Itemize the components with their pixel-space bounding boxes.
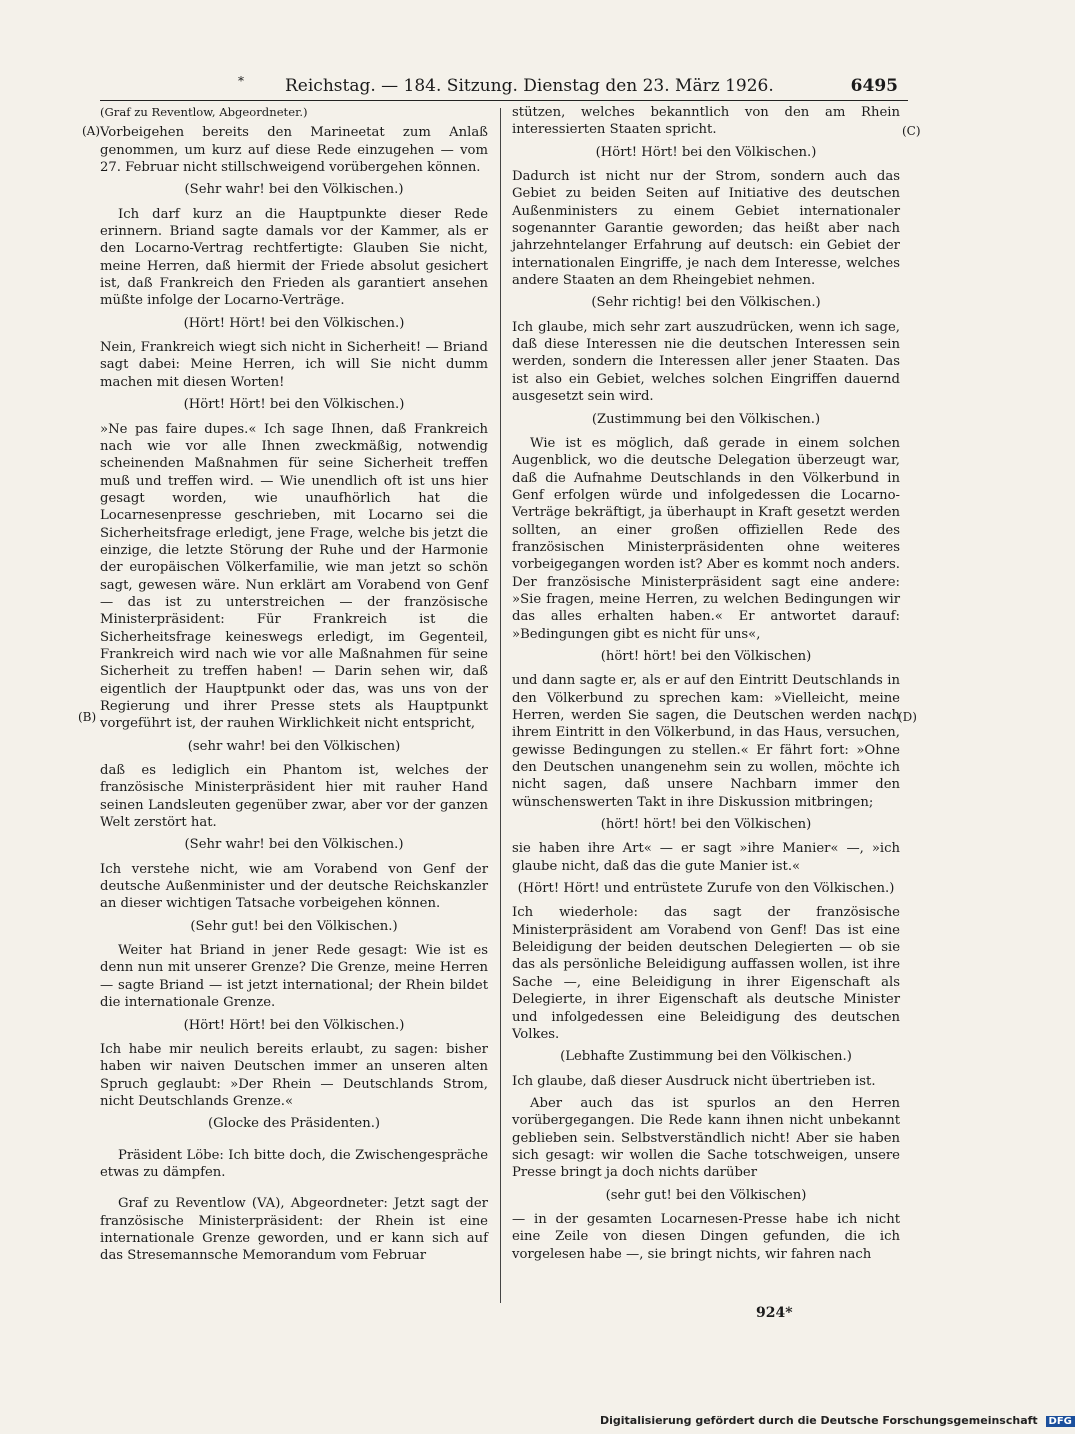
interjection: (Lebhafte Zustimmung bei den Völkischen.) [560, 1049, 852, 1065]
paragraph: stützen, welches bekanntlich von den am Rhein interessierten Staaten spricht. [512, 105, 900, 138]
page-number: 6495 [850, 76, 898, 96]
interjection: (Sehr wahr! bei den Völkischen.) [184, 837, 404, 853]
header-rule [100, 100, 908, 101]
paragraph: Graf zu Reventlow (VA), Abgeordneter: Jetzt sagt der französische Ministerpräsident: der Rhein ist eine internationale Grenze geworden, und er kann sich auf das Stresemannsche Memorandum vom Februar [100, 1196, 488, 1264]
margin-mark-c: (C) [902, 124, 921, 138]
paragraph: sie haben ihre Art« — er sagt »ihre Manier« —, »ich glaube nicht, daß das die gute Manier ist.« [512, 841, 900, 874]
paragraph: Wie ist es möglich, daß gerade in einem solchen Augenblick, wo die deutsche Delegation überzeugt war, daß die Aufnahme Deutschlands in den Völkerbund in Genf erfolgen würde und infolgedessen die Locarno-Verträge bekräftigt, ja überhaupt in Kraft gesetzt werden sollten, an einer großen offiziellen Rede des französischen Ministerpräsidenten ohne weiteres vorbeigegangen worden ist? Aber es kommt noch anders. Der französische Ministerpräsident sagt eine andere: »Sie fragen, meine Herren, zu welchen Bedingungen wir das alles erhalten haben.« Er antwortet darauf: »Bedingungen gibt es nicht für uns«, [512, 435, 900, 642]
margin-mark-d: (D) [898, 710, 917, 724]
margin-mark-b: (B) [78, 710, 97, 724]
paragraph: Ich verstehe nicht, wie am Vorabend von Genf der deutsche Außenminister und der deutsche Reichskanzler an dieser wichtigen Tatsache vorbeigehen können. [100, 861, 488, 912]
margin-mark-a: (A) [82, 124, 101, 138]
paragraph: Ich habe mir neulich bereits erlaubt, zu sagen: bisher haben wir naiven Deutschen immer an unseren alten Spruch geglaubt: »Der Rhein — Deutschlands Strom, nicht Deutschlands Grenze.« [100, 1041, 488, 1109]
interjection: (Glocke des Präsidenten.) [207, 1116, 381, 1132]
paragraph: — in der gesamten Locarnesen-Presse habe ich nicht eine Zeile von diesen Dingen gefunden, die ich vorgelesen habe —, sie bringt nichts, wir fahren nach [512, 1211, 900, 1262]
interjection: (sehr gut! bei den Völkischen) [605, 1187, 807, 1203]
paragraph: Ich glaube, daß dieser Ausdruck nicht übertrieben ist. [512, 1073, 876, 1089]
footer-credit [600, 1414, 1072, 1427]
header-mark: * [238, 74, 244, 88]
president-remark: Präsident Löbe: Ich bitte doch, die Zwischengespräche etwas zu dämpfen. [100, 1147, 488, 1180]
paragraph: Ich darf kurz an die Hauptpunkte dieser Rede erinnern. Briand sagte damals vor der Kammer, als er den Locarno-Vertrag rechtfertigte: Glauben Sie nicht, meine Herren, daß hiermit der Friede absolut gesichert ist, daß Frankreich den Frieden als garantiert ansehen müßte infolge der Locarno-Verträge. [100, 206, 488, 309]
footer-text: Digitalisierung gefördert durch die Deutsche Forschungsgemeinschaft [600, 1414, 1038, 1427]
column-divider [500, 108, 501, 1303]
paragraph: daß es lediglich ein Phantom ist, welches der französische Ministerpräsident hier mit rauher Hand seinen Landsleuten gegenüber zwar, aber vor der ganzen Welt zerstört hat. [100, 763, 488, 831]
paragraph: Vorbeigehen bereits den Marineetat zum Anlaß genommen, um kurz auf diese Rede einzugehen — vom 27. Februar nicht stillschweigend vorübergehen können. [100, 125, 488, 176]
page-header [100, 76, 908, 100]
speaker-note: (Graf zu Reventlow, Abgeordneter.) [100, 105, 308, 119]
interjection: (Zustimmung bei den Völkischen.) [591, 411, 821, 427]
interjection: (hört! hört! bei den Völkischen) [600, 648, 812, 664]
interjection: (Hört! Hört! bei den Völkischen.) [183, 1017, 405, 1033]
interjection: (Hört! Hört! bei den Völkischen.) [183, 397, 405, 413]
right-column [512, 104, 900, 1268]
interjection: (Sehr wahr! bei den Völkischen.) [184, 182, 404, 198]
signature-mark: 924* [756, 1305, 793, 1321]
paragraph: Dadurch ist nicht nur der Strom, sondern auch das Gebiet zu beiden Seiten auf Initiative des deutschen Außenministers zu einem Gebiet internationaler sogenannter Garantie geworden; das heißt aber nach jahrzehntelanger Erfahrung auf deutsch: ein Gebiet der internationalen Eingriffe, je nach dem Interesse, welches andere Staaten an dem Rheingebiet nehmen. [512, 169, 900, 289]
paragraph: Aber auch das ist spurlos an den Herren vorübergegangen. Die Rede kann ihnen nicht unbekannt geblieben sein. Selbstverständlich nicht! Aber sie haben sich gesagt: wir wollen die Sache totschweigen, unsere Presse bringt ja doch nichts darüber [512, 1095, 900, 1181]
interjection: (Sehr gut! bei den Völkischen.) [190, 918, 398, 934]
interjection: (sehr wahr! bei den Völkischen) [187, 738, 401, 754]
paragraph: Ich glaube, mich sehr zart auszudrücken, wenn ich sage, daß diese Interessen nie die deutschen Interessen sein werden, sondern die Interessen aller jener Staaten. Das ist also ein Gebiet, welches solchen Eingriffen dauernd ausgesetzt sein wird. [512, 319, 900, 405]
interjection: (Hört! Hört! bei den Völkischen.) [595, 144, 817, 160]
interjection: (hört! hört! bei den Völkischen) [600, 817, 812, 833]
paragraph: Ich wiederhole: das sagt der französische Ministerpräsident am Vorabend von Genf! Das ist eine Beleidigung der beiden deutschen Delegierten — ob sie das als persönliche Beleidigung auffassen wollen, ist ihre Sache —, eine Beleidigung in ihrer Eigenschaft als Delegierte, in ihrer Eigenschaft als deutsche Minister und infolgedessen eine Beleidigung des deutschen Volkes. [512, 905, 900, 1042]
paragraph: und dann sagte er, als er auf den Eintritt Deutschlands in den Völkerbund zu sprechen kam: »Vielleicht, meine Herren, werden Sie sagen, die Deutschen werden nach ihrem Eintritt in den Völkerbund, in das Haus, versuchen, gewisse Bedingungen zu stellen.« Er fährt fort: »Ohne den Deutschen unangenehm sein zu wollen, möchte ich nicht sagen, daß unsere Nachbarn immer den wünschenswerten Takt in ihre Diskussion mitbringen; [512, 673, 900, 810]
header-title: Reichstag. — 184. Sitzung. Dienstag den 23. März 1926. [285, 76, 774, 96]
interjection: (Sehr richtig! bei den Völkischen.) [591, 295, 821, 311]
interjection: (Hört! Hört! bei den Völkischen.) [183, 315, 405, 331]
left-column [100, 104, 488, 1270]
paragraph: Nein, Frankreich wiegt sich nicht in Sicherheit! — Briand sagt dabei: Meine Herren, ich will Sie nicht dumm machen mit diesen Worten! [100, 340, 488, 390]
interjection: (Hört! Hört! und entrüstete Zurufe von den Völkischen.) [517, 881, 895, 897]
paragraph: »Ne pas faire dupes.« Ich sage Ihnen, daß Frankreich nach wie vor alle Ihnen zweckmäßig, notwendig scheinenden Maßnahmen für seine Sicherheit treffen muß und treffen wird. — Wie unendlich oft ist uns hier gesagt worden, wie unaufhörlich hat die Locarnesenpresse geschrieben, mit Locarno sei die Sicherheitsfrage erledigt, jene Frage, welche bis jetzt die einzige, die letzte Störung der Ruhe und der Harmonie der europäischen Völkerfamilie, wie man jetzt so schön sagt, gewesen wäre. Nun erklärt am Vorabend von Genf — das ist zu unterstreichen — der französische Ministerpräsident: Für Frankreich ist die Sicherheitsfrage keineswegs erledigt, im Gegenteil, Frankreich wird nach wie vor alle Maßnahmen für seine Sicherheit zu treffen haben! — Darin sehen wir, daß eigentlich der Hauptpunkt oder das, was uns von der Regierung und ihrer Presse stets als Hauptpunkt vorgeführt ist, der rauhen Wirklichkeit nicht entspricht, [100, 421, 488, 732]
dfg-logo-icon: DFG [1046, 1416, 1075, 1427]
paragraph: Weiter hat Briand in jener Rede gesagt: Wie ist es denn nun mit unserer Grenze? Die Grenze, meine Herren — sagte Briand — ist jetzt international; der Rhein bildet die internationale Grenze. [100, 943, 488, 1011]
